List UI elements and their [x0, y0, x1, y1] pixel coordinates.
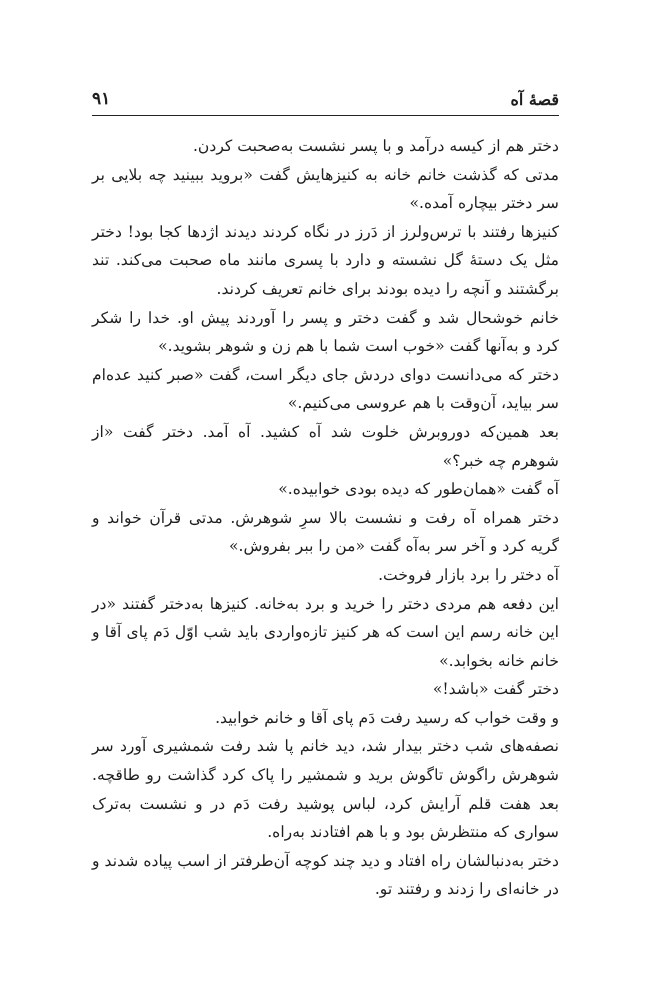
paragraph: مدتی که گذشت خانم خانه به کنیزهایش گفت «بروید ببینید چه بلایی بر سر دختر بیچاره آمده.»	[92, 165, 559, 213]
running-title: قصهٔ آه	[510, 89, 559, 109]
paragraph: دختر گفت «باشد!»	[432, 680, 559, 699]
paragraph: آه گفت «همان‌طور که دیده بودی خوابیده.»	[278, 480, 559, 499]
paragraph: کنیزها رفتند با ترس‌ولرز از دَرز در نگاه کردند دیدند اژدها کجا بود! دختر مثل یک دستهٔ گل نشسته و دارد با پسری مانند ماه صحبت می‌کند. تند برگشتند و آنچه را دیده بودند برای خانم تعریف کردند.	[92, 222, 559, 298]
page-header	[92, 84, 559, 114]
paragraph: دختر به‌دنبالشان راه افتاد و دید چند کوچه آن‌طرفتر از اسب پیاده شدند و در خانه‌ای را زدند و رفتند تو.	[92, 851, 559, 899]
paragraph: آه دختر را برد بازار فروخت.	[378, 565, 559, 584]
paragraph: این دفعه هم مردی دختر را خرید و برد به‌خانه. کنیزها به‌دختر گفتند «در این خانه رسم این است که هر کنیز تازه‌واردی باید شب اوّل دَم پای آقا و خانم خانه بخوابد.»	[92, 594, 559, 670]
page-number: ۹۱	[92, 89, 111, 109]
paragraph: دختر همراه آه رفت و نشست بالا سرِ شوهرش. مدتی قرآن خواند و گریه کرد و آخر سر به‌آه گفت «من را ببر بفروش.»	[92, 508, 559, 556]
body-text	[92, 132, 559, 904]
paragraph: نصفه‌های شب دختر بیدار شد، دید خانم پا شد رفت شمشیری آورد سر شوهرش راگوش تاگوش برید و شمشیر را پاک کرد گذاشت رو طاقچه. بعد هفت قلم آرایش کرد، لباس پوشید رفت دَم در و نشست به‌ترک سواری که منتظرش بود و با هم افتادند به‌راه.	[92, 737, 559, 842]
paragraph: دختر که می‌دانست دوای دردش جای دیگر است، گفت «صبر کنید عده‌ام سر بیاید، آن‌وقت با هم عروسی می‌کنیم.»	[92, 365, 559, 413]
paragraph: بعد همین‌که دوروبرش خلوت شد آه کشید. آه آمد. دختر گفت «از شوهرم چه خبر؟»	[92, 422, 559, 470]
paragraph: و وقت خواب که رسید رفت دَم پای آقا و خانم خوابید.	[215, 708, 559, 727]
header-rule	[92, 115, 559, 116]
paragraph: دختر هم از کیسه درآمد و با پسر نشست به‌صحبت کردن.	[192, 137, 559, 155]
paragraph: خانم خوشحال شد و گفت دختر و پسر را آوردند پیش او. خدا را شکر کرد و به‌آنها گفت «خوب است شما با هم زن و شوهر بشوید.»	[92, 308, 559, 356]
